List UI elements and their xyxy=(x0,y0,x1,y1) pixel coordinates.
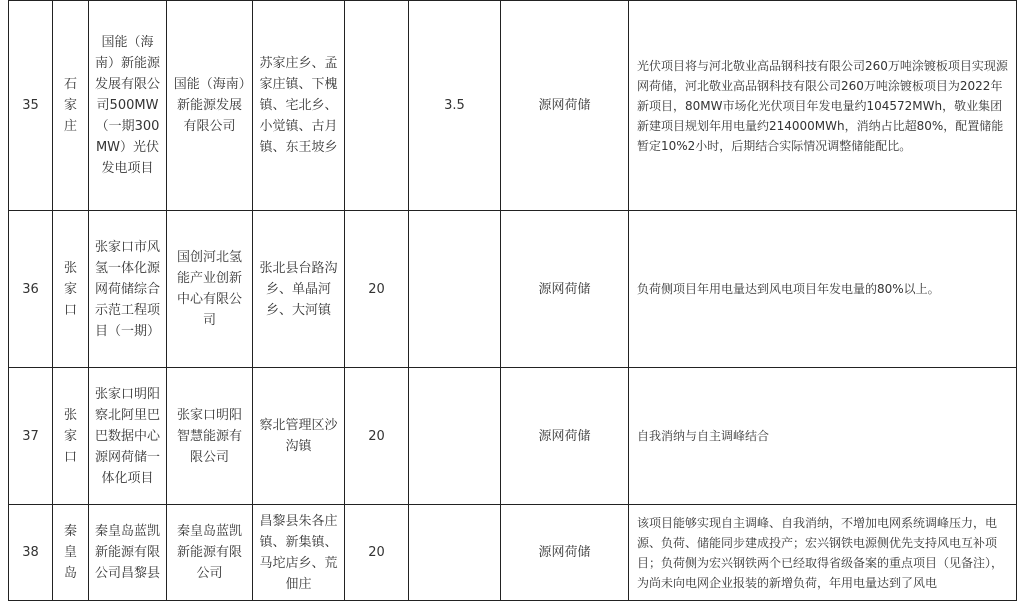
project-name-cell: 秦皇岛蓝凯新能源有限公司昌黎县 xyxy=(89,505,167,601)
location-cell: 张北县台路沟乡、单晶河乡、大河镇 xyxy=(253,211,345,368)
scale-b-cell: 3.5 xyxy=(409,1,501,211)
scale-a-cell: 20 xyxy=(345,505,409,601)
project-name-cell: 国能（海南）新能源发展有限公司500MW（一期300MW）光伏发电项目 xyxy=(89,1,167,211)
type-cell: 源网荷储 xyxy=(501,1,629,211)
scale-b-cell xyxy=(409,211,501,368)
location-cell: 昌黎县朱各庄镇、新集镇、马坨店乡、荒佃庄 xyxy=(253,505,345,601)
type-cell: 源网荷储 xyxy=(501,211,629,368)
company-cell: 秦皇岛蓝凯新能源有限公司 xyxy=(167,505,253,601)
location-cell: 察北管理区沙沟镇 xyxy=(253,368,345,505)
type-cell: 源网荷储 xyxy=(501,368,629,505)
note-cell: 光伏项目将与河北敬业高品钢科技有限公司260万吨涂镀板项目实现源网荷储，河北敬业高品钢科技有限公司260万吨涂镀板项目为2022年新项目，80MW市场化光伏项目年发电量约104572MWh，敬业集团新建项目规划年用电量约214000MWh，消纳占比超80%，配置储能暂定10%2小时，后期结合实际情况调整储能配比。 xyxy=(629,1,1017,211)
scale-a-cell xyxy=(345,1,409,211)
location-cell: 苏家庄乡、孟家庄镇、下槐镇、宅北乡、小觉镇、古月镇、东王坡乡 xyxy=(253,1,345,211)
row-number: 36 xyxy=(9,211,53,368)
company-cell: 张家口明阳智慧能源有限公司 xyxy=(167,368,253,505)
city-cell: 张家口 xyxy=(53,368,89,505)
note-cell: 负荷侧项目年用电量达到风电项目年发电量的80%以上。 xyxy=(629,211,1017,368)
table-row xyxy=(9,505,1017,601)
table-row xyxy=(9,1,1017,211)
scale-b-cell xyxy=(409,505,501,601)
project-table xyxy=(8,0,1017,601)
company-cell: 国创河北氢能产业创新中心有限公司 xyxy=(167,211,253,368)
note-cell: 自我消纳与自主调峰结合 xyxy=(629,368,1017,505)
city-cell: 张家口 xyxy=(53,211,89,368)
type-cell: 源网荷储 xyxy=(501,505,629,601)
city-cell: 石家庄 xyxy=(53,1,89,211)
table-row xyxy=(9,211,1017,368)
company-cell: 国能（海南）新能源发展有限公司 xyxy=(167,1,253,211)
row-number: 35 xyxy=(9,1,53,211)
project-name-cell: 张家口市风氢一体化源网荷储综合示范工程项目（一期） xyxy=(89,211,167,368)
project-name-cell: 张家口明阳察北阿里巴巴数据中心源网荷储一体化项目 xyxy=(89,368,167,505)
table-row xyxy=(9,368,1017,505)
scale-a-cell: 20 xyxy=(345,368,409,505)
row-number: 37 xyxy=(9,368,53,505)
scale-a-cell: 20 xyxy=(345,211,409,368)
note-cell: 该项目能够实现自主调峰、自我消纳，不增加电网系统调峰压力，电源、负荷、储能同步建成投产；宏兴钢铁电源侧优先支持风电互补项目；负荷侧为宏兴钢铁两个已经取得省级备案的重点项目（见备注），为尚未向电网企业报装的新增负荷，年用电量达到了风电 xyxy=(629,505,1017,601)
scale-b-cell xyxy=(409,368,501,505)
row-number: 38 xyxy=(9,505,53,601)
city-cell: 秦皇岛 xyxy=(53,505,89,601)
